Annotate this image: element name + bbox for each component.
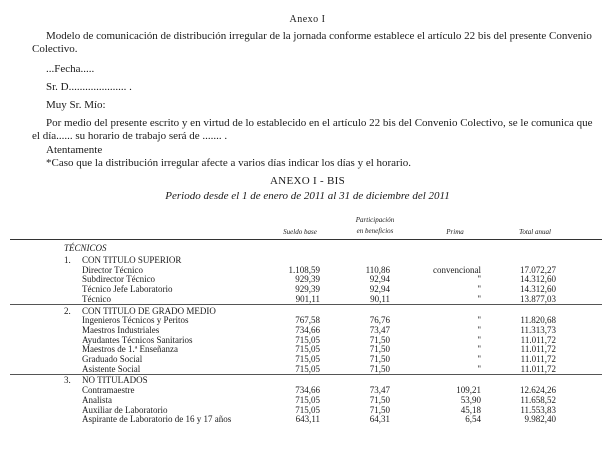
closing: Atentamente — [46, 144, 103, 156]
bis-subtitle: Periodo desde el 1 de enero de 2011 al 31 de diciembre del 2011 — [165, 190, 450, 202]
cell-prima: " — [477, 293, 481, 304]
cell-total-anual: 14.312,60 — [520, 284, 556, 295]
cell-prima: " — [477, 334, 481, 345]
cell-sueldo-base: 715,05 — [295, 404, 320, 415]
cell-sueldo-base: 734,66 — [295, 324, 320, 335]
cell-total-anual: 11.313,73 — [520, 324, 556, 335]
cell-sueldo-base: 715,05 — [295, 344, 320, 355]
row-label: Asistente Social — [82, 363, 141, 374]
cell-total-anual: 11.553,83 — [520, 404, 556, 415]
row-label: Ayudantes Técnicos Sanitarios — [82, 334, 193, 345]
row-label: Ingenieros Técnicos y Peritos — [82, 315, 189, 326]
row-label: Maestros Industriales — [82, 324, 160, 335]
bis-title: ANEXO I - BIS — [269, 175, 346, 187]
cell-prima: " — [477, 324, 481, 335]
cell-sueldo-base: 715,05 — [295, 363, 320, 374]
row-label: Maestros de 1.ª Enseñanza — [82, 344, 178, 355]
row-label: Graduado Social — [82, 354, 143, 364]
cell-prima: " — [477, 344, 481, 355]
annex-paragraph-2-cont: el día...... su horario de trabajo será de ....... . — [32, 130, 228, 142]
group-name: CON TITULO SUPERIOR — [82, 255, 182, 265]
cell-total-anual: 11.820,68 — [520, 315, 556, 326]
group-number: 3. — [64, 375, 71, 386]
cell-participacion: 110,86 — [365, 264, 390, 275]
col-header-participacion-2: en beneficios — [356, 227, 394, 235]
row-label: Técnico Jefe Laboratorio — [82, 284, 173, 295]
cell-participacion: 76,76 — [369, 315, 390, 326]
group-number: 1. — [64, 255, 71, 265]
group-name: NO TITULADOS — [82, 375, 148, 386]
cell-sueldo-base: 767,58 — [295, 315, 320, 326]
cell-participacion: 71,50 — [369, 344, 390, 355]
cell-prima: " — [477, 284, 481, 295]
cell-participacion: 92,94 — [369, 284, 390, 295]
row-label: Técnico — [82, 293, 111, 304]
group-number: 2. — [64, 305, 71, 316]
group-name: CON TITULO DE GRADO MEDIO — [82, 305, 216, 316]
cell-prima: " — [477, 274, 481, 285]
col-header-prima: Prima — [446, 228, 464, 236]
section-label: TÉCNICOS — [64, 243, 107, 253]
cell-prima: " — [477, 363, 481, 374]
salutation: Muy Sr. Mío: — [46, 99, 106, 111]
cell-prima: convencional — [433, 264, 481, 275]
annex-paragraph-1: Modelo de comunicación de distribución irregular de la jornada conforme establece el artículo 22 bis del presente Convenio — [46, 30, 592, 42]
annex-paragraph-1-cont: Colectivo. — [32, 43, 78, 55]
cell-participacion: 71,50 — [369, 404, 390, 415]
row-label: Contramaestre — [82, 385, 135, 396]
cell-participacion: 71,50 — [369, 354, 390, 364]
cell-sueldo-base: 715,05 — [295, 334, 320, 345]
cell-prima: 109,21 — [456, 385, 481, 396]
cell-participacion: 90,11 — [370, 293, 390, 304]
cell-sueldo-base: 1.108,59 — [288, 264, 320, 275]
annex-paragraph-2: Por medio del presente escrito y en virtud de lo establecido en el artículo 22 bis del Convenio Colectivo, se le comunica que — [46, 117, 593, 129]
cell-participacion: 71,50 — [369, 334, 390, 345]
cell-total-anual: 9.982,40 — [524, 414, 556, 425]
cell-participacion: 92,94 — [369, 274, 390, 285]
cell-participacion: 73,47 — [369, 324, 390, 335]
cell-prima: 53,90 — [460, 394, 481, 405]
cell-participacion: 71,50 — [369, 363, 390, 374]
cell-prima: 6,54 — [465, 414, 481, 425]
row-label: Auxiliar de Laboratorio — [82, 404, 168, 415]
cell-participacion: 73,47 — [369, 385, 390, 396]
col-header-total: Total anual — [519, 228, 551, 236]
annex-title: Anexo I — [289, 14, 326, 25]
row-label: Analista — [82, 394, 112, 405]
cell-prima: " — [477, 354, 481, 364]
col-header-participacion-1: Participación — [355, 216, 395, 224]
cell-sueldo-base: 643,11 — [295, 414, 320, 425]
recipient-line: Sr. D..................... . — [46, 81, 132, 93]
cell-sueldo-base: 734,66 — [295, 385, 320, 396]
row-label: Aspirante de Laboratorio de 16 y 17 años — [82, 414, 232, 425]
cell-prima: 45,18 — [460, 404, 481, 415]
cell-total-anual: 17.072,27 — [520, 264, 556, 275]
cell-sueldo-base: 715,05 — [295, 354, 320, 364]
cell-total-anual: 13.877,03 — [520, 293, 556, 304]
date-line: ...Fecha..... — [46, 63, 95, 75]
note: *Caso que la distribución irregular afecte a varios días indicar los días y el horario. — [46, 157, 412, 169]
cell-total-anual: 14.312,60 — [520, 274, 556, 285]
cell-total-anual: 11.011,72 — [520, 363, 556, 374]
cell-sueldo-base: 715,05 — [295, 394, 320, 405]
cell-sueldo-base: 901,11 — [295, 293, 320, 304]
cell-total-anual: 12.624,26 — [520, 385, 556, 396]
cell-participacion: 64,31 — [369, 414, 390, 425]
cell-total-anual: 11.011,72 — [520, 334, 556, 345]
cell-participacion: 71,50 — [369, 394, 390, 405]
col-header-sueldo: Sueldo base — [283, 228, 317, 236]
cell-total-anual: 11.011,72 — [520, 354, 556, 364]
header-divider — [10, 239, 602, 240]
cell-total-anual: 11.658,52 — [520, 394, 556, 405]
row-label: Director Técnico — [82, 264, 144, 275]
cell-sueldo-base: 929,39 — [295, 284, 320, 295]
row-label: Subdirector Técnico — [82, 274, 156, 285]
cell-total-anual: 11.011,72 — [520, 344, 556, 355]
cell-prima: " — [477, 315, 481, 326]
cell-sueldo-base: 929,39 — [295, 274, 320, 285]
